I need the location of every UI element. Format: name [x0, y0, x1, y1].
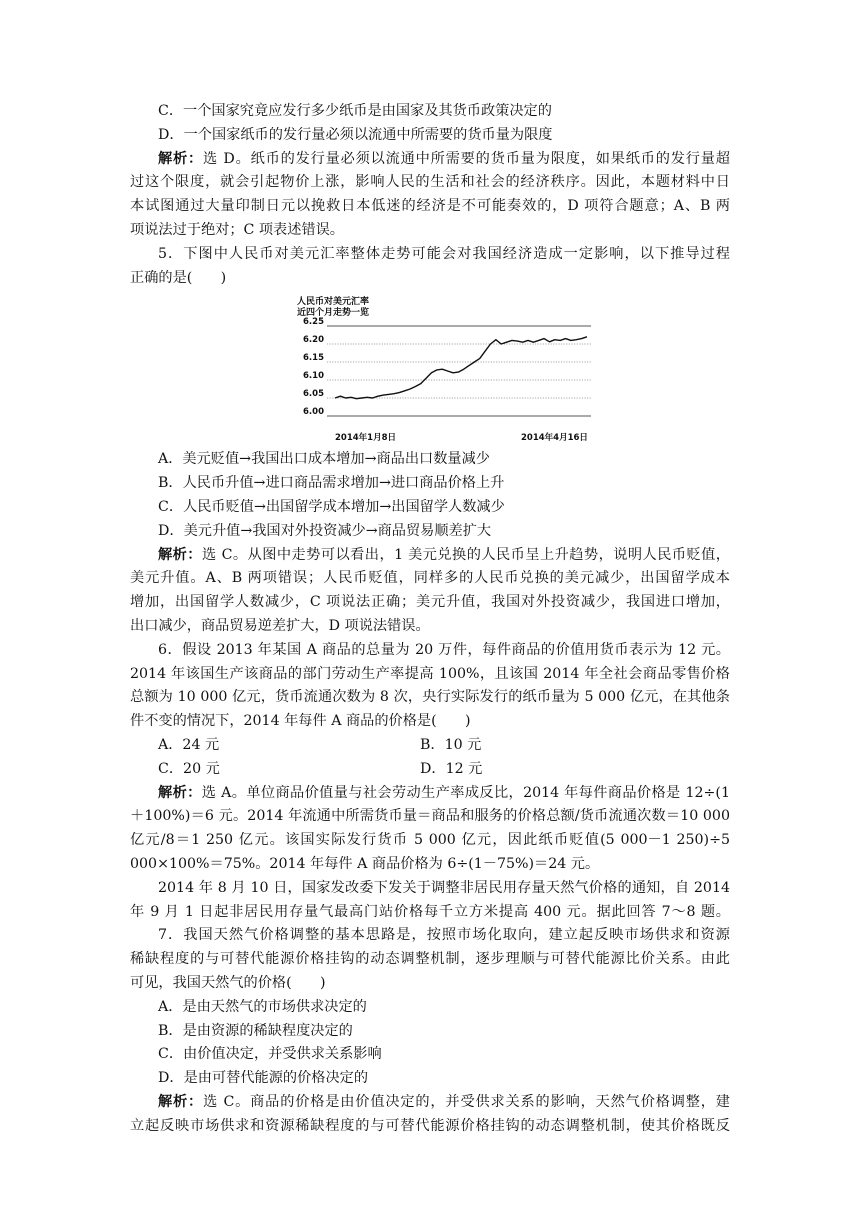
q6-option-c: C．20 元	[158, 760, 220, 777]
q5-analysis-line-1	[130, 544, 730, 568]
q6-options-row-2	[130, 758, 730, 782]
q5-analysis-line-2: 美元升值。A、B 两项错误；人民币贬值，同样多的人民币兑换的美元减少，出国留学成本	[130, 570, 730, 587]
analysis-label: 解析：	[158, 784, 202, 801]
q7-stem-line-3: 可见，我国天然气的价格( )	[130, 974, 326, 991]
document-page	[130, 100, 730, 1138]
q7-option-c: C．由价值决定，并受供求关系影响	[158, 1046, 382, 1063]
q7-stem-line-1: 7．我国天然气价格调整的基本思路是，按照市场化取向，建立起反映市场供求和资源	[158, 927, 730, 944]
q5-option-b: B．人民币升值→进口商品需求增加→进口商品价格上升	[158, 475, 505, 492]
material-line-2: 年 9 月 1 日起非居民用存量气最高门站价格每千立方米提高 400 元。据此回答 7～8 题。	[130, 903, 730, 920]
q5-analysis-line-3: 增加，出国留学人数减少，C 项说法正确；美元升值，我国对外投资减少，我国进口增加，	[130, 594, 730, 611]
analysis-label: 解析：	[158, 546, 202, 563]
q5-analysis-line-4: 出口减少，商品贸易逆差扩大，D 项说法错误。	[130, 617, 430, 634]
q5-option-c: C．人民币贬值→出国留学成本增加→出国留学人数减少	[158, 498, 505, 515]
q7-option-d: D．是由可替代能源的价格决定的	[158, 1070, 369, 1087]
q4-option-d: D．一个国家纸币的发行量必须以流通中所需要的货币量为限度	[158, 126, 553, 143]
y-tick-label: 6.25	[303, 317, 324, 328]
q4-analysis-line-3: 本试图通过大量印制日元以挽救日本低迷的经济是不可能奏效的，D 项符合题意；A、B 两	[130, 198, 730, 215]
y-tick-label: 6.15	[303, 353, 324, 364]
chart-title-line-1: 人民币对美元汇率	[297, 297, 370, 308]
analysis-text: 选 D。纸币的发行量必须以流通中所需要的货币量为限度，如果纸币的发行量超	[203, 150, 730, 167]
q4-option-c: C．一个国家究竟应发行多少纸币是由国家及其货币政策决定的	[158, 103, 552, 119]
q7-option-a: A．是由天然气的市场供求决定的	[158, 998, 367, 1015]
analysis-label: 解析：	[158, 1093, 204, 1110]
q6-option-d: D．12 元	[420, 760, 483, 777]
q4-analysis-line-4: 项说法过于绝对；C 项表述错误。	[130, 221, 344, 238]
q6-analysis-line-3: 亿元/8＝1 250 亿元。该国实际发行货币 5 000 亿元，因此纸币贬值(5 000－1 250)÷5	[130, 832, 730, 849]
chart-svg	[295, 294, 595, 444]
y-tick-label: 6.05	[303, 389, 324, 400]
q5-stem-line-2: 正确的是( )	[130, 269, 227, 286]
q6-stem-line-3: 总额为 10 000 亿元，货币流通次数为 8 次，央行实际发行的纸币量为 5 000 亿元，在其他条	[130, 689, 730, 706]
exchange-rate-series-line	[335, 337, 587, 399]
q5-option-a: A．美元贬值→我国出口成本增加→商品出口数量减少	[158, 451, 490, 468]
analysis-text: 选 A。单位商品价值量与社会劳动生产率成反比，2014 年每件商品价格是 12÷(1	[201, 784, 730, 801]
q6-option-a: A．24 元	[158, 736, 220, 753]
q6-analysis-line-1	[130, 782, 730, 806]
q5-option-d: D．美元升值→我国对外投资减少→商品贸易顺差扩大	[158, 522, 492, 539]
q6-analysis-line-4: 000×100%＝75%。2014 年每件 A 商品价格为 6÷(1－75%)＝24 元。	[130, 855, 600, 872]
material-line-1: 2014 年 8 月 10 日，国家发改委下发关于调整非居民用存量天然气价格的通知，自 2014	[158, 879, 730, 896]
chart-title-line-2: 近四个月走势一览	[297, 308, 370, 319]
q6-option-b: B．10 元	[420, 736, 482, 753]
q7-analysis-line-1	[130, 1091, 730, 1115]
y-tick-label: 6.20	[303, 335, 324, 346]
q7-stem-line-2: 稀缺程度的与可替代能源价格挂钩的动态调整机制，逐步理顺与可替代能源比价关系。由此	[130, 951, 730, 968]
chart-series	[335, 337, 587, 399]
chart-x-label-end: 2014年4月16日	[521, 433, 588, 444]
q7-option-b: B．是由资源的稀缺程度决定的	[158, 1022, 353, 1039]
q6-analysis-line-2: ＋100%)＝6 元。2014 年流通中所需货币量＝商品和服务的价格总额/货币流通次数＝10 000	[130, 808, 730, 825]
q6-options-row-1	[130, 734, 730, 758]
q4-analysis-line-2: 过这个限度，就会引起物价上涨，影响人民的生活和社会的经济秩序。因此，本题材料中日	[130, 174, 730, 191]
q4-analysis-line-1	[130, 148, 730, 172]
q5-stem-line-1: 5．下图中人民币对美元汇率整体走势可能会对我国经济造成一定影响，以下推导过程	[158, 245, 730, 262]
y-tick-label: 6.00	[303, 407, 324, 418]
q6-stem-line-1: 6．假设 2013 年某国 A 商品的总量为 20 万件，每件商品的价值用货币表示为 12 元。	[158, 641, 730, 658]
q6-stem-line-4: 件不变的情况下，2014 年每件 A 商品的价格是( )	[130, 713, 471, 730]
q7-analysis-line-2: 立起反映市场供求和资源稀缺程度的与可替代能源价格挂钩的动态调整机制，使其价格既反	[130, 1117, 730, 1134]
analysis-text: 选 C。商品的价格是由价值决定的，并受供求关系的影响，天然气价格调整，建	[203, 1093, 730, 1110]
chart-y-ticks	[303, 317, 324, 417]
chart-x-label-start: 2014年1月8日	[335, 433, 396, 444]
exchange-rate-chart	[295, 294, 595, 444]
analysis-text: 选 C。从图中走势可以看出，1 美元兑换的人民币呈上升趋势，说明人民币贬值，	[201, 546, 730, 563]
analysis-label: 解析：	[158, 150, 204, 167]
y-tick-label: 6.10	[303, 371, 324, 382]
q6-stem-line-2: 2014 年该国生产该商品的部门劳动生产率提高 100%，且该国 2014 年全社会商品零售价格	[130, 665, 730, 682]
